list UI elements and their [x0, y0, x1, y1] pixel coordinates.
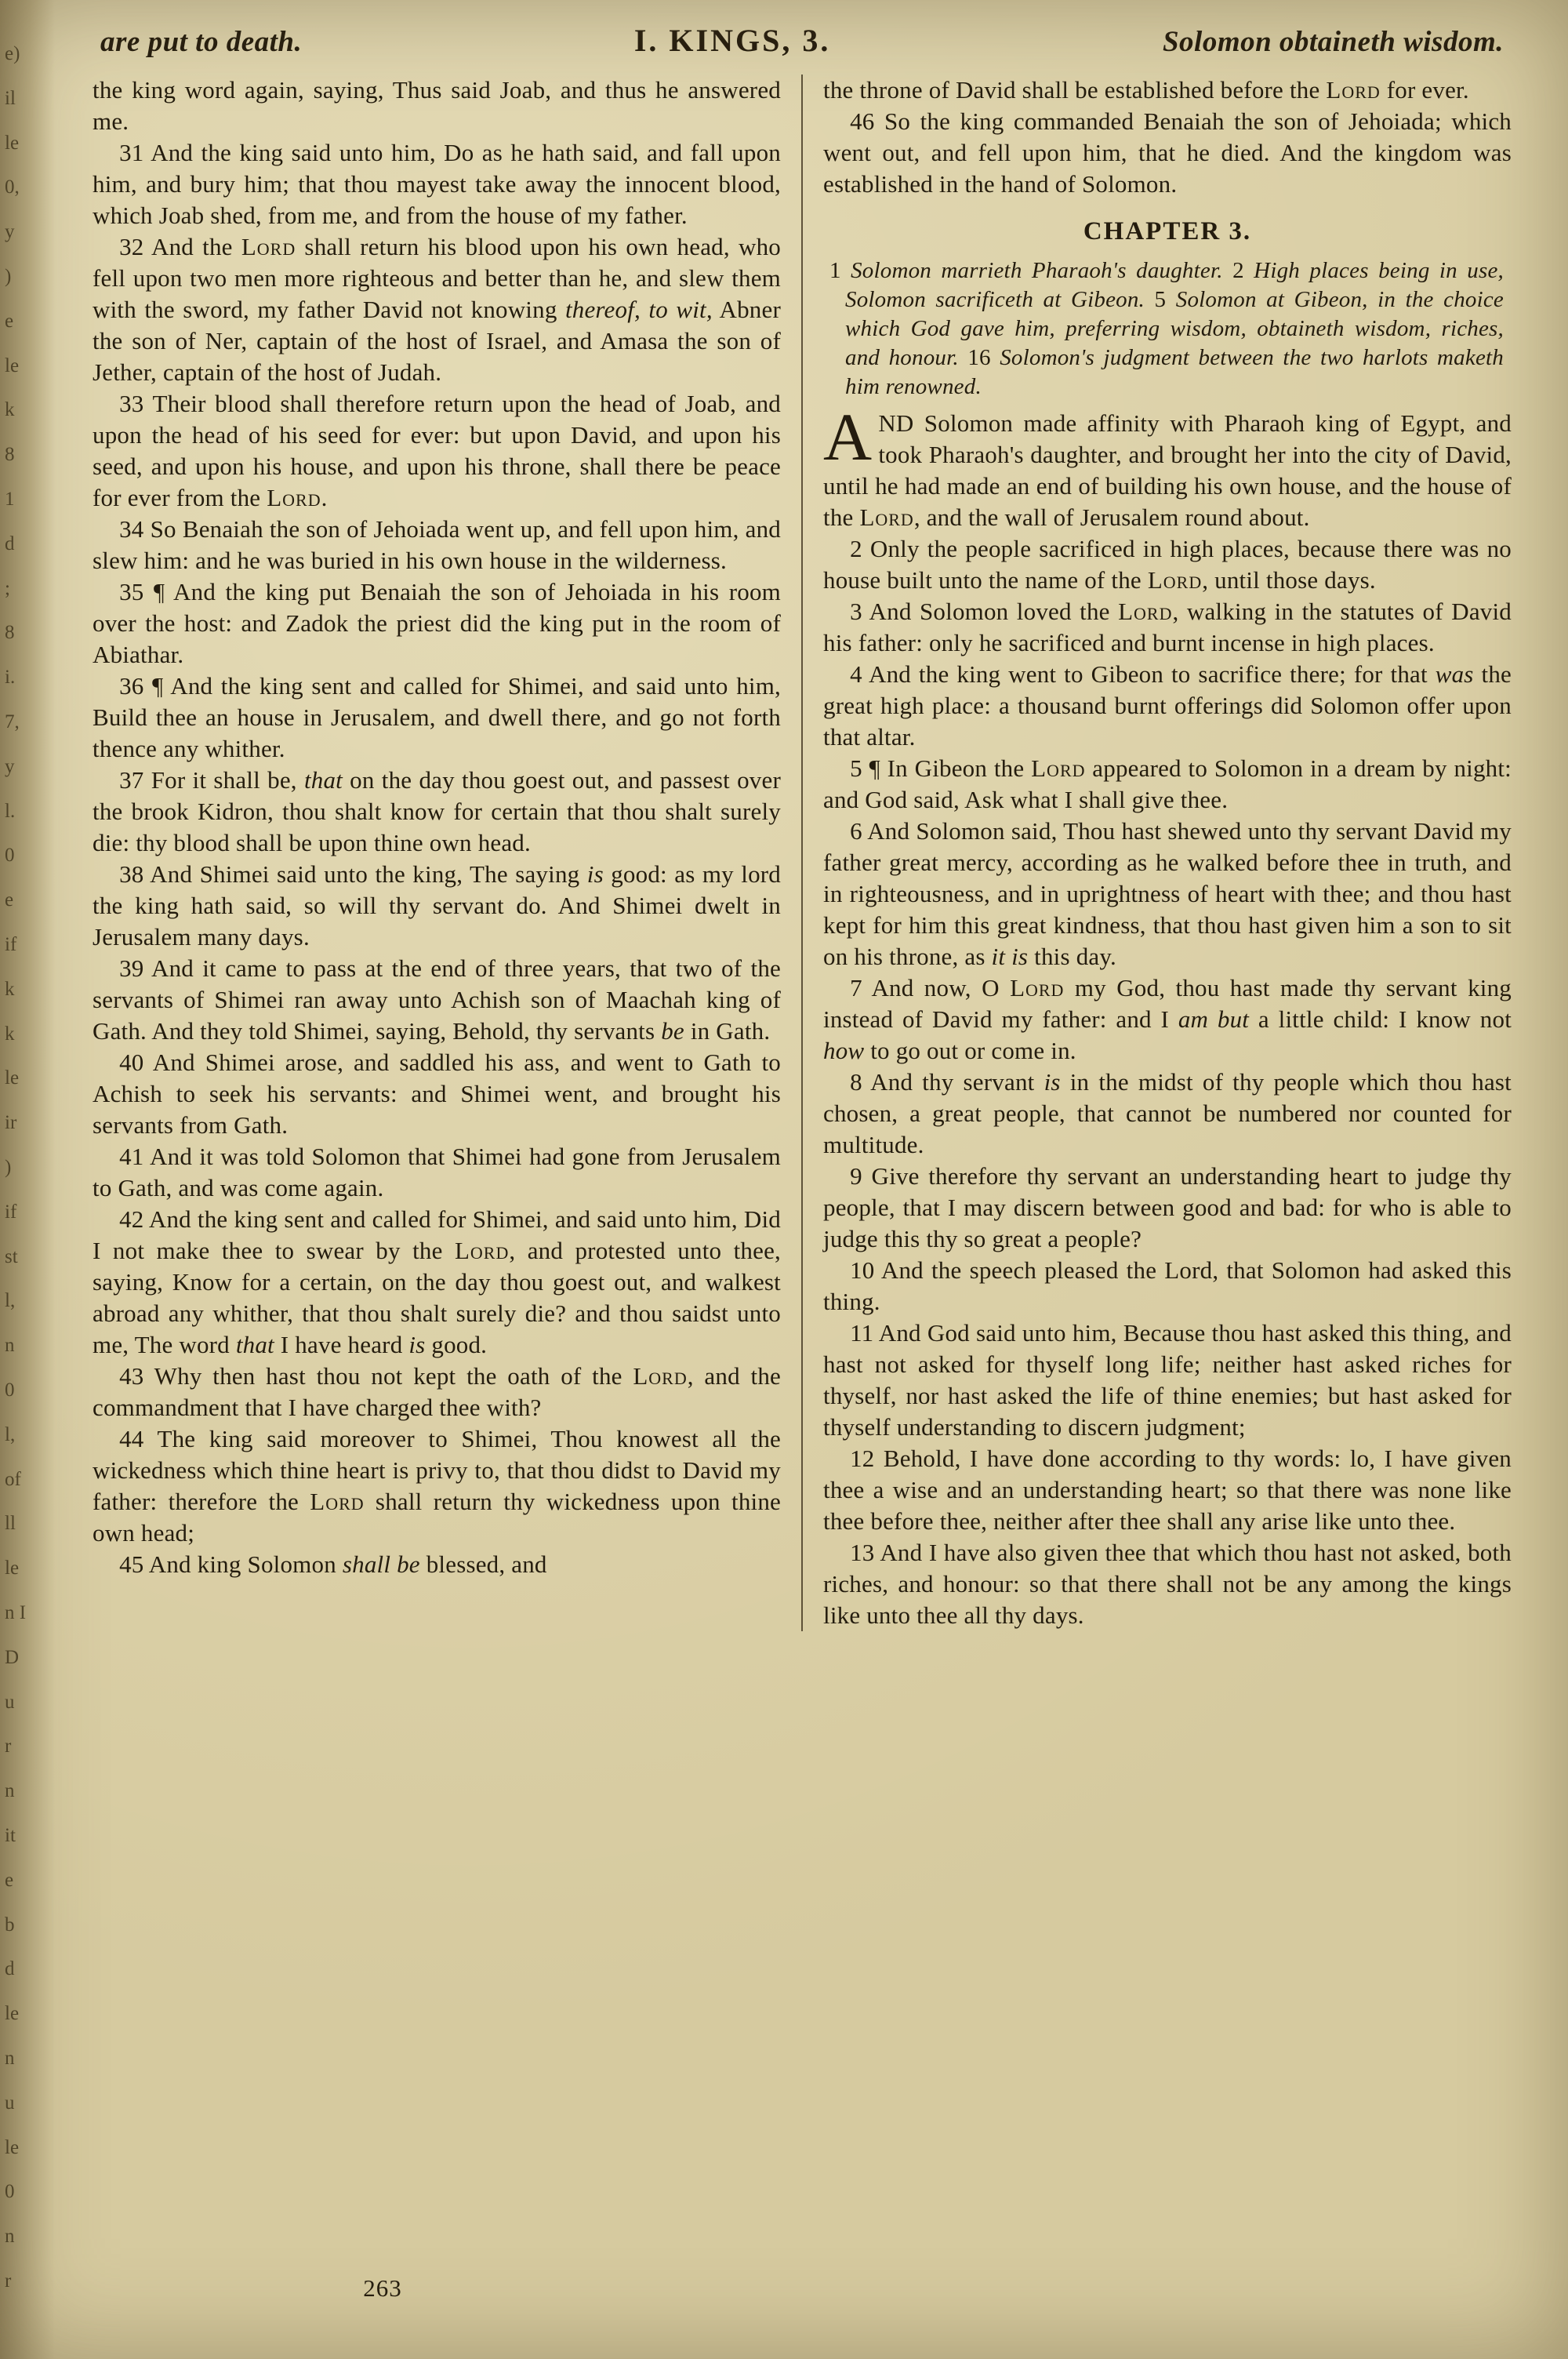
verse-paragraph: 46 So the king commanded Benaiah the son of Jehoiada; which went out, and fell upon him, that he died. And the kingdom was established in the hand of Solomon. [823, 107, 1512, 198]
verse-paragraph: 11 And God said unto him, Because thou hast asked this thing, and hast not asked for thyself long life; neither hast asked riches for thyself, nor hast asked the life of thine enemies; but hast asked for thyself understanding to discern judgment; [823, 1319, 1512, 1441]
page-edge-fragment: ) [5, 1157, 12, 1178]
chapter-heading: CHAPTER 3. [1083, 217, 1252, 245]
page-edge-fragment: le [5, 2003, 20, 2024]
page-edge-fragment: il [5, 88, 16, 109]
page-edge-fragment: it [5, 1825, 16, 1846]
page-edge-fragment: 0 [5, 845, 15, 866]
running-head [93, 22, 1512, 64]
right-column [801, 75, 1512, 1631]
running-head-left: are put to death. [100, 26, 303, 58]
page-edge-fragment: u [5, 1692, 15, 1713]
page-edge-fragment: k [5, 1023, 15, 1045]
page-edge-fragment: of [5, 1469, 21, 1490]
verse-paragraph: the king word again, saying, Thus said Joab, and thus he answered me. [93, 76, 781, 135]
page-edge-fragment: st [5, 1246, 18, 1267]
page-edge-fragment: if [5, 934, 17, 955]
page-title: I. KINGS, 3. [633, 23, 831, 58]
verse-paragraph: 38 And Shimei said unto the king, The saying is good: as my lord the king hath said, so will thy servant do. And Shimei dwelt in Jerusalem many days. [93, 860, 782, 951]
page-edge-fragment: le [5, 355, 20, 376]
page-edge-fragment: le [5, 1558, 20, 1579]
page-edge-fragment: b [5, 1914, 15, 1936]
verse-paragraph: 44 The king said moreover to Shimei, Thou knowest all the wickedness which thine heart is privy to, that thou didst to David my father: therefore the Lord shall return thy wickedness upon thine own head; [93, 1425, 781, 1547]
page-edge-fragment: 8 [5, 444, 15, 465]
verse-paragraph: the throne of David shall be established before the Lord for ever. [823, 76, 1469, 104]
verse-paragraph: 36 ¶ And the king sent and called for Shimei, and said unto him, Build thee an house in Jerusalem, and dwell there, and go not forth thence any whither. [93, 672, 781, 762]
page-edge-fragment: l. [5, 801, 16, 822]
page-edge-fragment: i. [5, 667, 16, 688]
page-edge-fragment: l, [5, 1424, 16, 1445]
page-edge-fragment: le [5, 2137, 20, 2158]
verse-paragraph: 32 And the Lord shall return his blood upon his own head, who fell upon two men more righteous and better than he, and slew them with the sword, my father David not knowing thereof, to wit, Abner the son of Ner, captain of the host of Israel, and Amasa the son of Jether, captain of the host of Judah. [93, 233, 781, 386]
page-edge-fragment: 0 [5, 2181, 15, 2202]
verse-paragraph: 8 And thy servant is in the midst of thy people which thou hast chosen, a great people, that cannot be numbered nor counted for multitude. [823, 1068, 1512, 1158]
page-edge-fragment: k [5, 979, 15, 1000]
verse-paragraph: 34 So Benaiah the son of Jehoiada went up, and fell upon him, and slew him: and he was buried in his own house in the wilderness. [93, 515, 781, 574]
verse-paragraph: 1 Solomon marrieth Pharaoh's daughter. 2 High places being in use, Solomon sacrificeth at Gibeon. 5 Solomon at Gibeon, in the choice which God gave him, preferring wisdom, obtaineth wisdom, riches, and honour. 16 Solomon's judgment between the two harlots maketh him renowned. [829, 258, 1504, 399]
page-edge-fragment: e) [5, 43, 20, 64]
page-edge-fragment: u [5, 2092, 15, 2114]
bible-page [93, 22, 1512, 1631]
verse-paragraph: 42 And the king sent and called for Shimei, and said unto him, Did I not make thee to swear by the Lord, and protested unto thee, saying, Know for a certain, on the day thou goest out, and walkest abroad any whither, that thou shalt surely die? and thou saidst unto me, The word that I have heard is good. [93, 1205, 781, 1358]
page-edge-fragment: 0, [5, 176, 20, 198]
verse-paragraph: 3 And Solomon loved the Lord, walking in the statutes of David his father: only he sacrificed and burnt incense in high places. [823, 598, 1512, 656]
page-edge-fragment: d [5, 533, 15, 554]
verse-paragraph: 33 Their blood shall therefore return upon the head of Joab, and upon the head of his seed for ever: but upon David, and upon his seed, and upon his house, and upon his throne, shall there be peace for ever from the Lord. [93, 390, 781, 511]
page-edge-fragment: 0 [5, 1379, 15, 1401]
page-edge-fragment: ; [5, 578, 10, 599]
verse-paragraph: 12 Behold, I have done according to thy words: lo, I have given thee a wise and an understanding heart; so that there was none like thee before thee, neither after thee shall any arise like unto thee. [823, 1445, 1512, 1535]
page-edge-fragment: e [5, 889, 14, 911]
page-edge-fragment: k [5, 399, 15, 420]
page-edge-fragment: n I [5, 1602, 27, 1623]
verse-paragraph: 4 And the king went to Gibeon to sacrifice there; for that was the great high place: a thousand burnt offerings did Solomon offer upon that altar. [823, 660, 1512, 751]
page-edge-fragment: ir [5, 1112, 17, 1133]
page-edge-fragment: D [5, 1647, 20, 1668]
drop-cap: A [823, 399, 873, 474]
page-edge-fragment: y [5, 756, 15, 777]
verse-paragraph: 39 And it came to pass at the end of three years, that two of the servants of Shimei ran away unto Achish son of Maachah king of Gath. And they told Shimei, saying, Behold, thy servants be in Gath. [93, 954, 781, 1045]
verse-paragraph: 40 And Shimei arose, and saddled his ass, and went to Gath to Achish to seek his servants: and Shimei went, and brought his servants from Gath. [93, 1049, 781, 1139]
verse-paragraph: 9 Give therefore thy servant an understanding heart to judge thy people, that I may discern between good and bad: for who is able to judge this thy so great a people? [823, 1162, 1512, 1252]
page-edge-fragment: e [5, 1870, 14, 1891]
verse-paragraph: AND Solomon made affinity with Pharaoh king of Egypt, and took Pharaoh's daughter, and brought her into the city of David, until he had made an end of building his own house, and the house of the Lord, and the wall of Jerusalem round about. [823, 399, 1512, 531]
page-edge-fragment: e [5, 311, 14, 332]
page-edge-fragment: 7, [5, 711, 20, 732]
verse-paragraph: 5 ¶ In Gibeon the Lord appeared to Solomon in a dream by night: and God said, Ask what I shall give thee. [823, 754, 1512, 813]
verse-paragraph: 35 ¶ And the king put Benaiah the son of Jehoiada in his room over the host: and Zadok the priest did the king put in the room of Abiathar. [93, 578, 781, 668]
page-edge-fragment: n [5, 2226, 15, 2247]
page-binding-edge [0, 0, 55, 2359]
page-edge-fragment: ll [5, 1513, 16, 1534]
verse-paragraph: 45 And king Solomon shall be blessed, and [119, 1550, 547, 1578]
page-edge-fragment: d [5, 1958, 15, 1979]
verse-paragraph: 6 And Solomon said, Thou hast shewed unto thy servant David my father great mercy, according as he walked before thee in truth, and in righteousness, and in uprightness of heart with thee; and thou hast kept for him this great kindness, that thou hast given him a son to sit on his throne, as it is this day. [823, 817, 1512, 970]
page-edge-fragment: n [5, 1780, 15, 1801]
page-edge-fragment: if [5, 1201, 17, 1223]
verse-paragraph: 37 For it shall be, that on the day thou goest out, and passest over the brook Kidron, thou shalt know for certain that thou shalt surely die: thy blood shall be upon thine own head. [93, 766, 781, 856]
running-head-right: Solomon obtaineth wisdom. [1162, 26, 1504, 58]
page-edge-fragment: le [5, 1067, 20, 1089]
verse-paragraph: 7 And now, O Lord my God, thou hast made thy servant king instead of David my father: and I am but a little child: I know not how to go out or come in. [823, 974, 1512, 1064]
left-column [93, 75, 801, 1631]
page-edge-fragment: n [5, 2048, 15, 2069]
page-edge-fragment: r [5, 1736, 12, 1757]
verse-paragraph: 2 Only the people sacrificed in high places, because there was no house built unto the name of the Lord, until those days. [823, 535, 1512, 594]
verse-paragraph: 10 And the speech pleased the Lord, that Solomon had asked this thing. [823, 1256, 1512, 1315]
verse-paragraph: 41 And it was told Solomon that Shimei had gone from Jerusalem to Gath, and was come again. [93, 1143, 781, 1201]
page-edge-fragment: y [5, 221, 15, 242]
verse-paragraph: 31 And the king said unto him, Do as he hath said, and fall upon him, and bury him; that thou mayest take away the innocent blood, which Joab shed, from me, and from the house of my father. [93, 139, 781, 229]
page-edge-fragment: l, [5, 1290, 16, 1311]
page-number: 263 [363, 2274, 402, 2302]
verse-paragraph: 13 And I have also given thee that which thou hast not asked, both riches, and honour: so that there shall not be any among the kings like unto thee all thy days. [823, 1539, 1512, 1629]
page-edge-fragment: ) [5, 266, 12, 287]
page-edge-fragment: 1 [5, 489, 15, 510]
page-edge-fragment: n [5, 1335, 15, 1356]
page-edge-fragment: le [5, 133, 20, 154]
page-edge-fragment: 8 [5, 622, 15, 643]
page-edge-fragment: r [5, 2270, 12, 2292]
text-columns [93, 75, 1512, 1631]
verse-paragraph: 43 Why then hast thou not kept the oath of the Lord, and the commandment that I have charged thee with? [93, 1362, 781, 1421]
